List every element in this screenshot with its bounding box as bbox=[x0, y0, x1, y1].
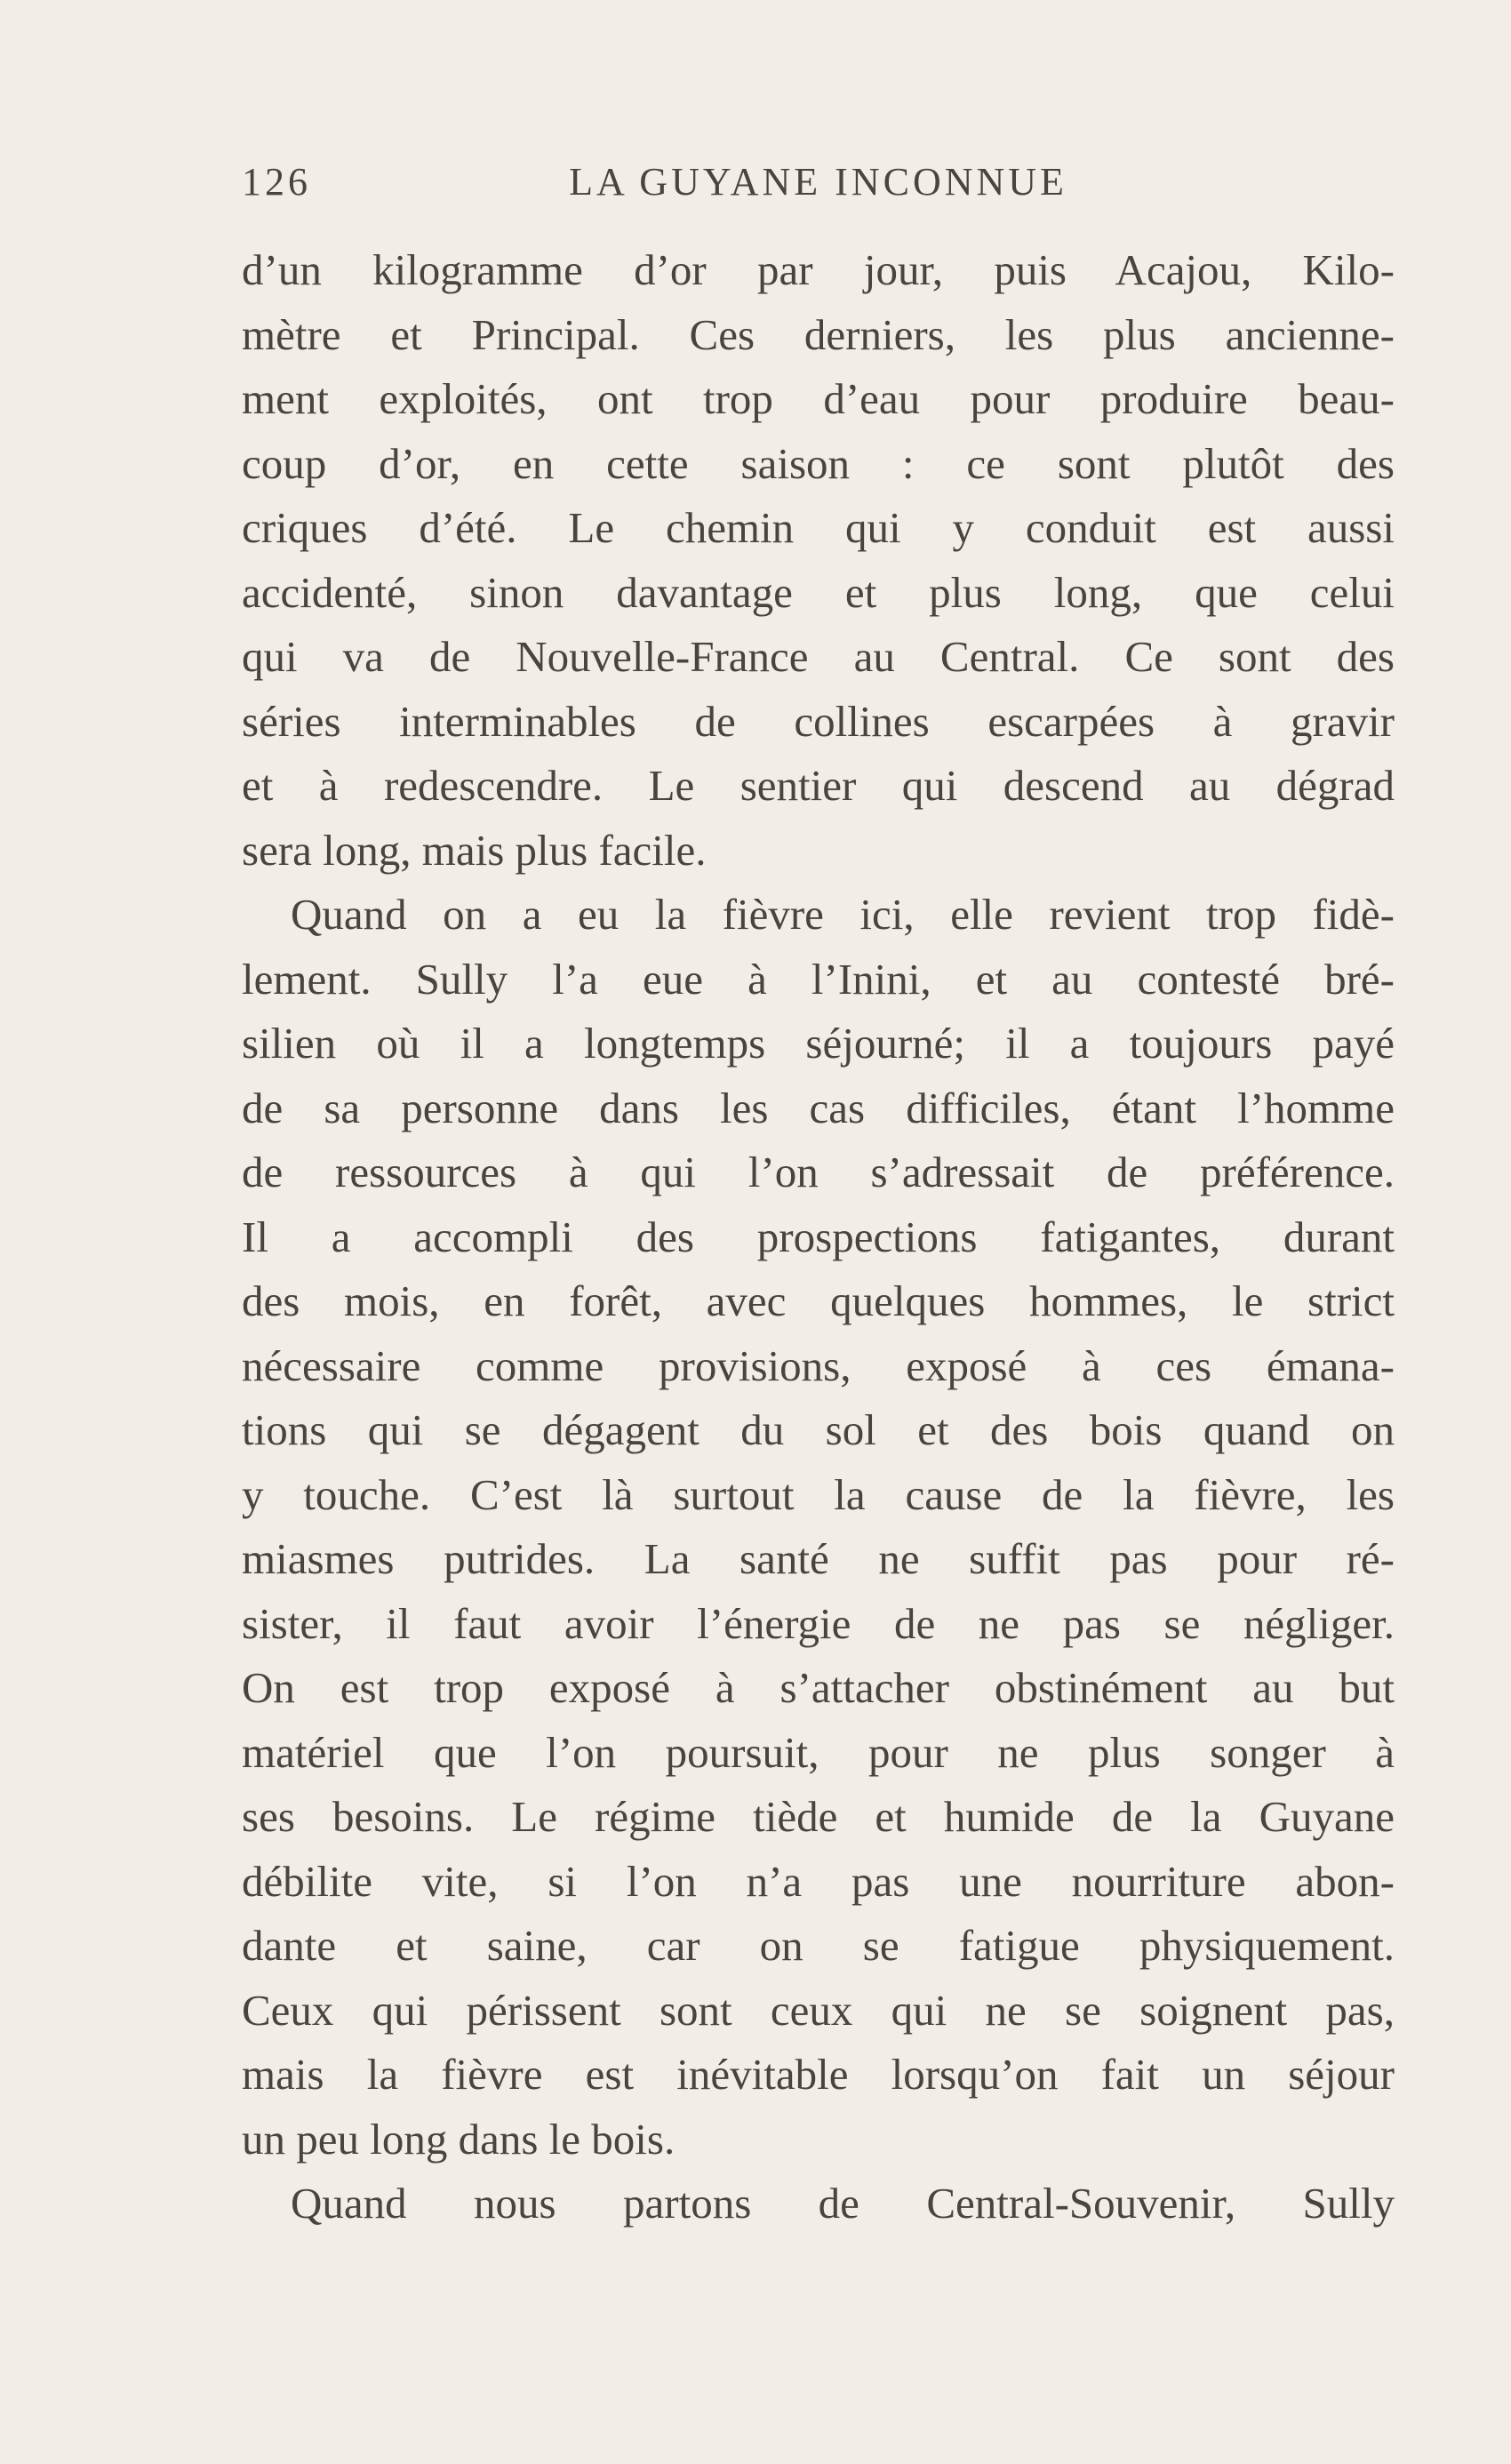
text-line: y touche. C’est là surtout la cause de la fièvre, les bbox=[242, 1469, 1395, 1519]
text-line: dante et saine, car on se fatigue physiquement. bbox=[242, 1921, 1395, 1970]
text-line: sera long, mais plus facile. bbox=[242, 825, 707, 875]
text-line: accidenté, sinon davantage et plus long, que celui bbox=[242, 567, 1395, 617]
text-line: silien où il a longtemps séjourné; il a toujours payé bbox=[242, 1019, 1395, 1068]
text-line: de ressources à qui l’on s’adressait de préférence. bbox=[242, 1148, 1395, 1196]
text-line: sister, il faut avoir l’énergie de ne pas se négliger. bbox=[242, 1598, 1395, 1648]
text-line: On est trop exposé à s’attacher obstinément au but bbox=[242, 1663, 1395, 1712]
text-line: qui va de Nouvelle-France au Central. Ce sont des bbox=[242, 632, 1395, 681]
text-line: Il a accompli des prospections fatigantes, durant bbox=[242, 1212, 1395, 1261]
running-title: LA GUYANE INCONNUE bbox=[569, 160, 1067, 204]
text-line: mètre et Principal. Ces derniers, les plus ancienne- bbox=[242, 309, 1395, 359]
text-line: séries interminables de collines escarpées à gravir bbox=[242, 696, 1395, 746]
text-line: matériel que l’on poursuit, pour ne plus songer à bbox=[242, 1727, 1395, 1777]
page-number: 126 bbox=[242, 160, 311, 204]
text-line: coup d’or, en cette saison : ce sont plutôt des bbox=[242, 438, 1395, 488]
text-line: criques d’été. Le chemin qui y conduit est aussi bbox=[242, 503, 1395, 552]
text-line: miasmes putrides. La santé ne suffit pas pour ré- bbox=[242, 1534, 1395, 1583]
text-line: Quand on a eu la fièvre ici, elle revient trop fidè- bbox=[291, 890, 1395, 939]
text-line: tions qui se dégagent du sol et des bois quand on bbox=[242, 1405, 1395, 1454]
text-line: lement. Sully l’a eue à l’Inini, et au contesté bré- bbox=[242, 954, 1395, 1004]
text-line: des mois, en forêt, avec quelques hommes, le strict bbox=[242, 1276, 1395, 1325]
body-text bbox=[242, 238, 1395, 2236]
text-line: d’un kilogramme d’or par jour, puis Acajou, Kilo- bbox=[242, 245, 1395, 294]
text-line: de sa personne dans les cas difficiles, étant l’homme bbox=[242, 1083, 1395, 1132]
text-line: Ceux qui périssent sont ceux qui ne se soignent pas, bbox=[242, 1985, 1395, 2035]
text-line: et à redescendre. Le sentier qui descend au dégrad bbox=[242, 761, 1395, 810]
text-line: ment exploités, ont trop d’eau pour produire beau- bbox=[242, 374, 1395, 423]
text-line: un peu long dans le bois. bbox=[242, 2114, 676, 2164]
text-line: mais la fièvre est inévitable lorsqu’on fait un séjour bbox=[242, 2050, 1395, 2099]
text-line: nécessaire comme provisions, exposé à ces émana- bbox=[242, 1340, 1395, 1390]
text-line: Quand nous partons de Central-Souvenir, Sully bbox=[291, 2179, 1395, 2228]
text-line: ses besoins. Le régime tiède et humide de la Guyane bbox=[242, 1792, 1395, 1841]
text-line: débilite vite, si l’on n’a pas une nourriture abon- bbox=[242, 1856, 1395, 1906]
